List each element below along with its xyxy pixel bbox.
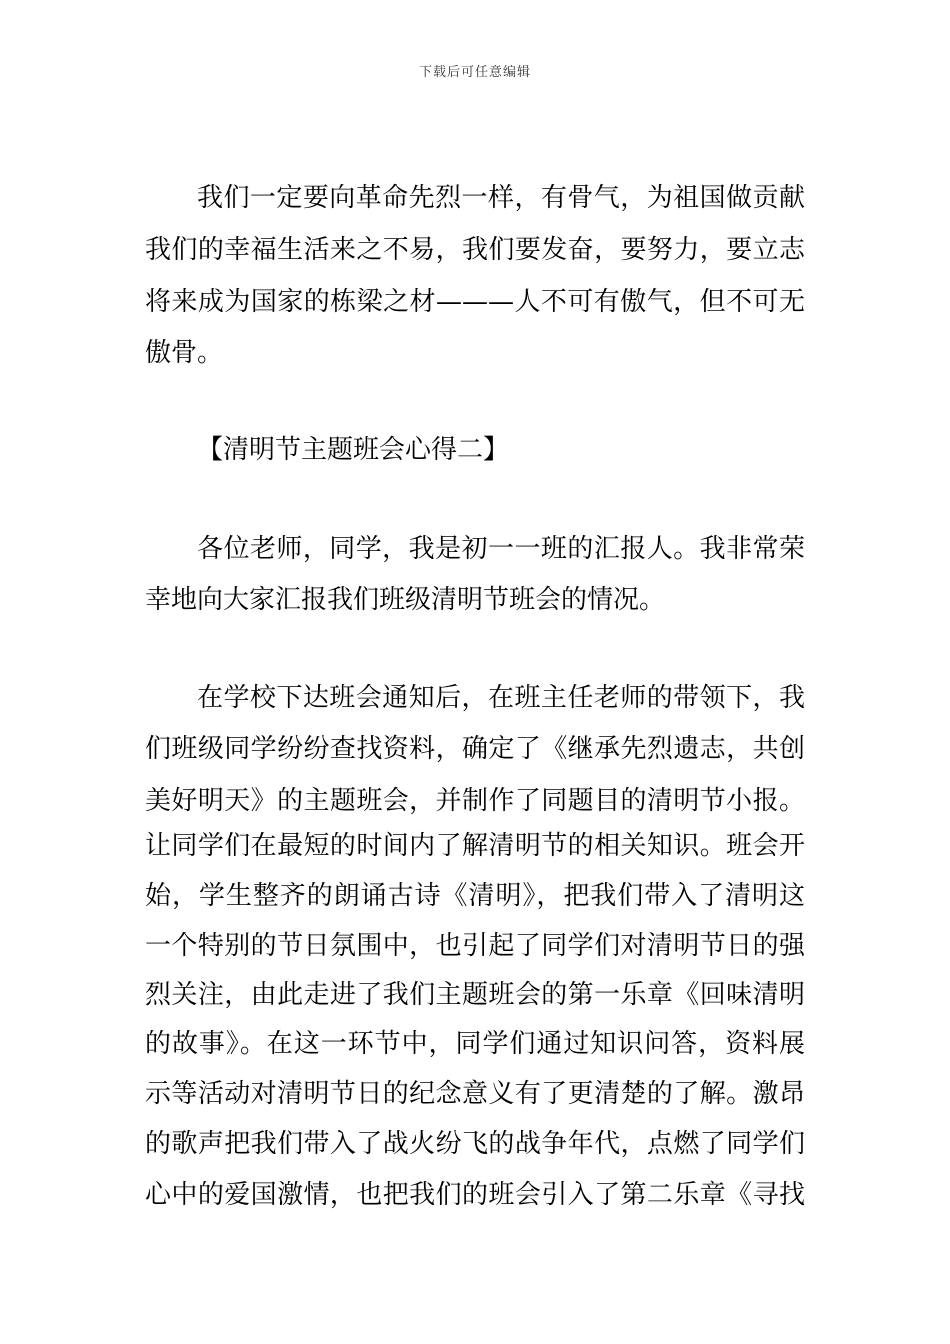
paragraph-3-line-9: 示等活动对清明节日的纪念意义有了更清楚的了解。激昂 <box>145 1079 805 1109</box>
paragraph-3-line-1: 在学校下达班会通知后，在班主任老师的带领下，我 <box>197 683 805 713</box>
paragraph-2-line-2: 幸地向大家汇报我们班级清明节班会的情况。 <box>145 585 666 615</box>
paragraph-3-line-3: 美好明天》的主题班会，并制作了同题目的清明节小报。 <box>145 786 805 816</box>
paragraph-1-line-3: 将来成为国家的栋梁之材———人不可有傲气，但不可无 <box>145 287 805 317</box>
paragraph-3-line-6: 一个特别的节日氛围中，也引起了同学们对清明节日的强 <box>145 931 805 961</box>
paragraph-3-line-7: 烈关注，由此走进了我们主题班会的第一乐章《回味清明 <box>145 980 805 1010</box>
header-note: 下载后可任意编辑 <box>418 65 531 80</box>
section-heading: 【清明节主题班会心得二】 <box>197 435 510 465</box>
paragraph-3-line-2: 们班级同学纷纷查找资料，确定了《继承先烈遗志，共创 <box>145 734 805 764</box>
paragraph-3-line-10: 的歌声把我们带入了战火纷飞的战争年代，点燃了同学们 <box>145 1129 805 1159</box>
paragraph-1-line-4: 傲骨。 <box>145 338 224 368</box>
paragraph-3-line-8: 的故事》。在这一环节中，同学们通过知识问答，资料展 <box>145 1029 805 1059</box>
paragraph-3-line-11: 心中的爱国激情，也把我们的班会引入了第二乐章《寻找 <box>145 1180 805 1210</box>
paragraph-2-line-1: 各位老师，同学，我是初一一班的汇报人。我非常荣 <box>197 534 805 564</box>
paragraph-1-line-2: 我们的幸福生活来之不易，我们要发奋，要努力，要立志 <box>145 235 805 265</box>
paragraph-1-line-1: 我们一定要向革命先烈一样，有骨气，为祖国做贡献 <box>197 183 805 213</box>
paragraph-3-line-4: 让同学们在最短的时间内了解清明节的相关知识。班会开 <box>145 831 805 861</box>
paragraph-3-line-5: 始，学生整齐的朗诵古诗《清明》，把我们带入了清明这 <box>145 881 805 911</box>
